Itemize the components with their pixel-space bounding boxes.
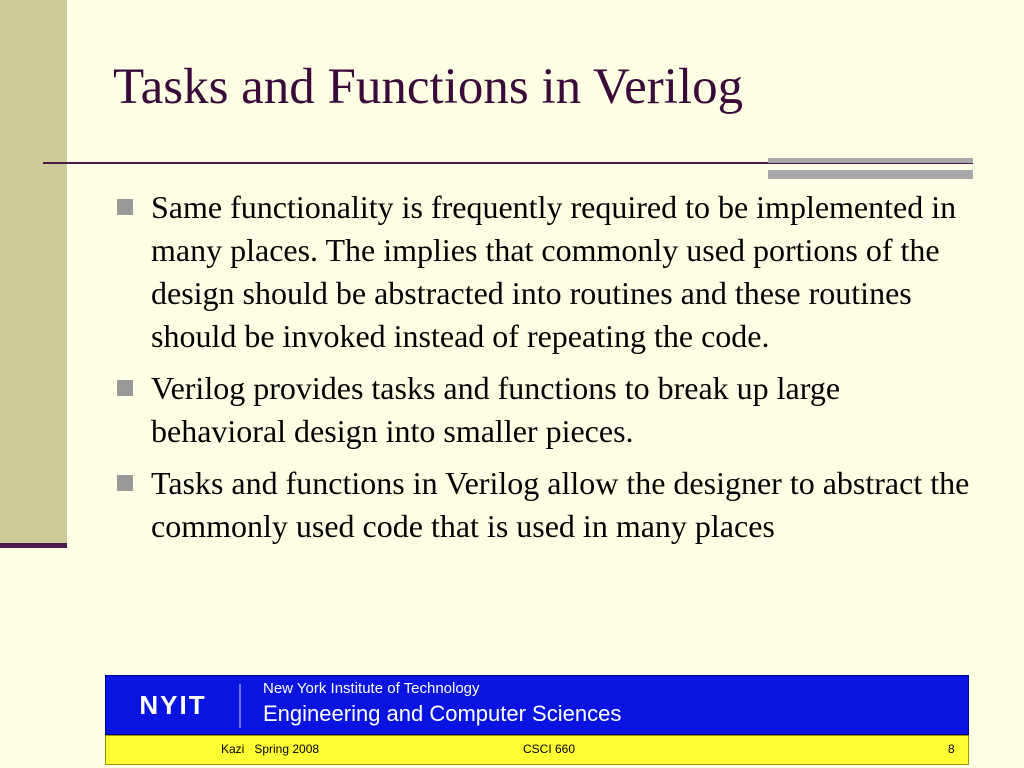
footer-banner (105, 675, 969, 735)
bullet-text: Verilog provides tasks and functions to break up large behavioral design into smaller pieces. (151, 370, 841, 449)
footer-divider (239, 684, 241, 728)
left-band-accent-line (0, 543, 67, 548)
square-bullet-icon (117, 199, 133, 215)
bullet-item (113, 462, 973, 548)
course-code: CSCI 660 (523, 742, 576, 756)
nyit-logo-icon (121, 690, 225, 720)
title-accent-bar-top (768, 158, 973, 163)
nyit-logo (116, 684, 230, 726)
bullet-item (113, 186, 973, 358)
slide-title: Tasks and Functions in Verilog (113, 59, 744, 115)
left-decorative-band (0, 0, 67, 545)
page-number: 8 (948, 742, 955, 756)
bullet-text: Same functionality is frequently required to be implemented in many places. The implies that commonly used portions of the design should be abstracted into routines and these routines should be invoked instead of repeating the code. (151, 189, 957, 354)
title-accent-bar-bottom (768, 170, 973, 179)
institution-name: New York Institute of Technology (263, 680, 480, 697)
bullet-item (113, 367, 973, 453)
department-name: Engineering and Computer Sciences (263, 701, 622, 726)
bullet-text: Tasks and functions in Verilog allow the designer to abstract the commonly used code that is used in many places (151, 465, 970, 544)
svg-text:NYIT: NYIT (139, 690, 207, 720)
bullet-list (113, 186, 973, 557)
square-bullet-icon (117, 380, 133, 396)
author-term: Kazi Spring 2008 (221, 742, 320, 756)
square-bullet-icon (117, 475, 133, 491)
footer-info-bar (105, 735, 969, 765)
